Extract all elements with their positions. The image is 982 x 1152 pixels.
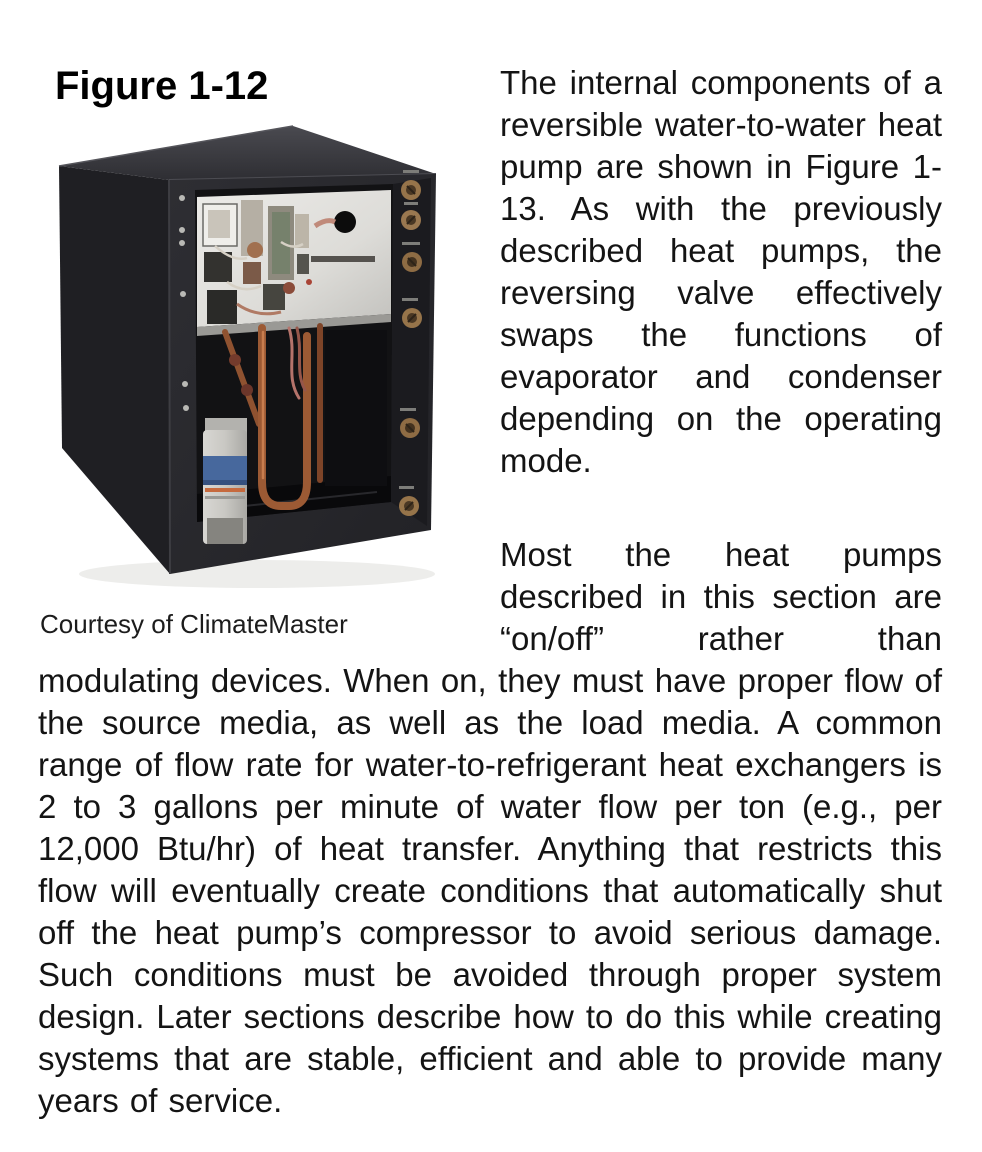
figure-1-12 [38,62,500,640]
electrical-panel [197,190,391,336]
front-left-edge [169,180,170,574]
heat-pump-photo [57,122,440,600]
paragraph-1: The internal components of a reversible water-to-water heat pump are shown in Figure 1-13. As with the previously described heat pumps, the reversing valve effectively swaps the functions of evaporator and condenser depending on the operating mode. [500,64,942,479]
panel-red-dot [306,279,312,285]
cabinet-left-side [59,166,170,574]
panel-hole [334,211,356,233]
figure-caption: Courtesy of ClimateMaster [40,609,348,639]
accumulator-cylinder [203,418,247,544]
paragraph-2: Most the heat pumps described in this section are “on/off” rather than modulating devices. When on, they must have proper flow of the source media, as well as the load media. A common range of flow rate for water-to-refrigerant heat exchangers is 2 to 3 gallons per minute of water flow per ton (e.g., per 12,000 Btu/hr) of heat transfer. Anything that restricts this flow will eventually create conditions that automatically shut off the heat pump’s compressor to avoid serious damage. Such conditions must be avoided through proper system design. Later sections describe how to do this while creating systems that are stable, efficient and able to provide many years of service. [38,536,942,1119]
ground-shadow [79,560,435,588]
figure-label: Figure 1-12 [55,64,269,108]
panel-label-strip [311,256,375,262]
port-fittings-column [391,170,431,526]
